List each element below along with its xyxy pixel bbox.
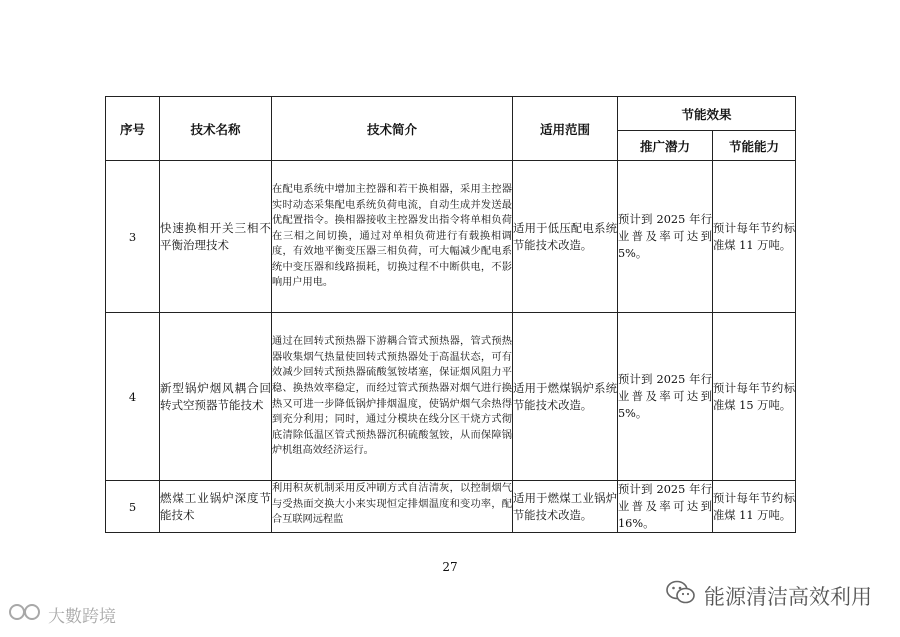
row-name: 燃煤工业锅炉深度节能技术 — [160, 481, 272, 533]
row-name: 快速换相开关三相不平衡治理技术 — [160, 161, 272, 313]
row-intro: 在配电系统中增加主控器和若干换相器，采用主控器实时动态采集配电系统负荷电流，自动生成并发送最优配置指令。换相器接收主控器发出指令将单相负荷在三相之间切换，通过对单相负荷进行有载换相调度，有效地平衡变压器三相负荷，可大幅减少配电系统中变压器和线路损耗，切换过程不中断供电，不影响用户用电。 — [272, 161, 513, 313]
row-no: 5 — [106, 481, 160, 533]
header-name: 技术名称 — [160, 97, 272, 161]
table-row — [106, 313, 796, 481]
row-intro-text: 利用积灰机制采用反冲刷方式自洁清灰，以控制烟气与受热面交换大小来实现恒定排烟温度和变功率，配合互联网远程监 — [272, 483, 512, 526]
page-number: 27 — [442, 560, 458, 574]
row-name: 新型锅炉烟风耦合回转式空预器节能技术 — [160, 313, 272, 481]
header-capacity: 节能能力 — [713, 131, 796, 161]
watermark-right-text: 能源清洁高效利用 — [704, 584, 872, 609]
row-no: 3 — [106, 161, 160, 313]
row-capacity: 预计每年节约标准煤 15 万吨。 — [713, 313, 796, 481]
watermark-right — [666, 580, 872, 611]
row-scope: 适用于低压配电系统节能技术改造。 — [513, 161, 618, 313]
row-potential: 预计到 2025 年行业普及率可达到 16%。 — [618, 481, 713, 533]
header-effect: 节能效果 — [618, 97, 796, 131]
watermark-left-text: 大數跨境 — [48, 607, 116, 627]
header-potential: 推广潜力 — [618, 131, 713, 161]
row-capacity: 预计每年节约标准煤 11 万吨。 — [713, 481, 796, 533]
kdb-logo-icon — [8, 600, 44, 629]
header-row — [106, 97, 796, 131]
row-potential: 预计到 2025 年行业普及率可达到 5%。 — [618, 313, 713, 481]
row-no: 4 — [106, 313, 160, 481]
technology-table — [105, 96, 796, 533]
row-potential: 预计到 2025 年行业普及率可达到 5%。 — [618, 161, 713, 313]
header-scope: 适用范围 — [513, 97, 618, 161]
row-intro — [272, 481, 513, 533]
row-intro: 通过在回转式预热器下游耦合管式预热器，管式预热器收集烟气热量使回转式预热器处于高温状态，可有效减少回转式预热器硫酸氢铵堵塞，保证烟风阻力平稳、换热效率稳定，而经过管式预热器对烟气进行换热又可进一步降低锅炉排烟温度，使锅炉烟气余热得到充分利用；同时，通过分模块在线分区干烧方式彻底清除低温区管式预热器沉积硫酸氢铵，从而保障锅炉机组高效经济运行。 — [272, 313, 513, 481]
row-capacity: 预计每年节约标准煤 11 万吨。 — [713, 161, 796, 313]
table-row — [106, 481, 796, 533]
table-row — [106, 161, 796, 313]
wechat-icon — [666, 580, 696, 611]
watermark-left — [8, 600, 116, 629]
row-scope: 适用于燃煤工业锅炉节能技术改造。 — [513, 481, 618, 533]
header-intro: 技术简介 — [272, 97, 513, 161]
header-no: 序号 — [106, 97, 160, 161]
row-scope: 适用于燃煤锅炉系统节能技术改造。 — [513, 313, 618, 481]
